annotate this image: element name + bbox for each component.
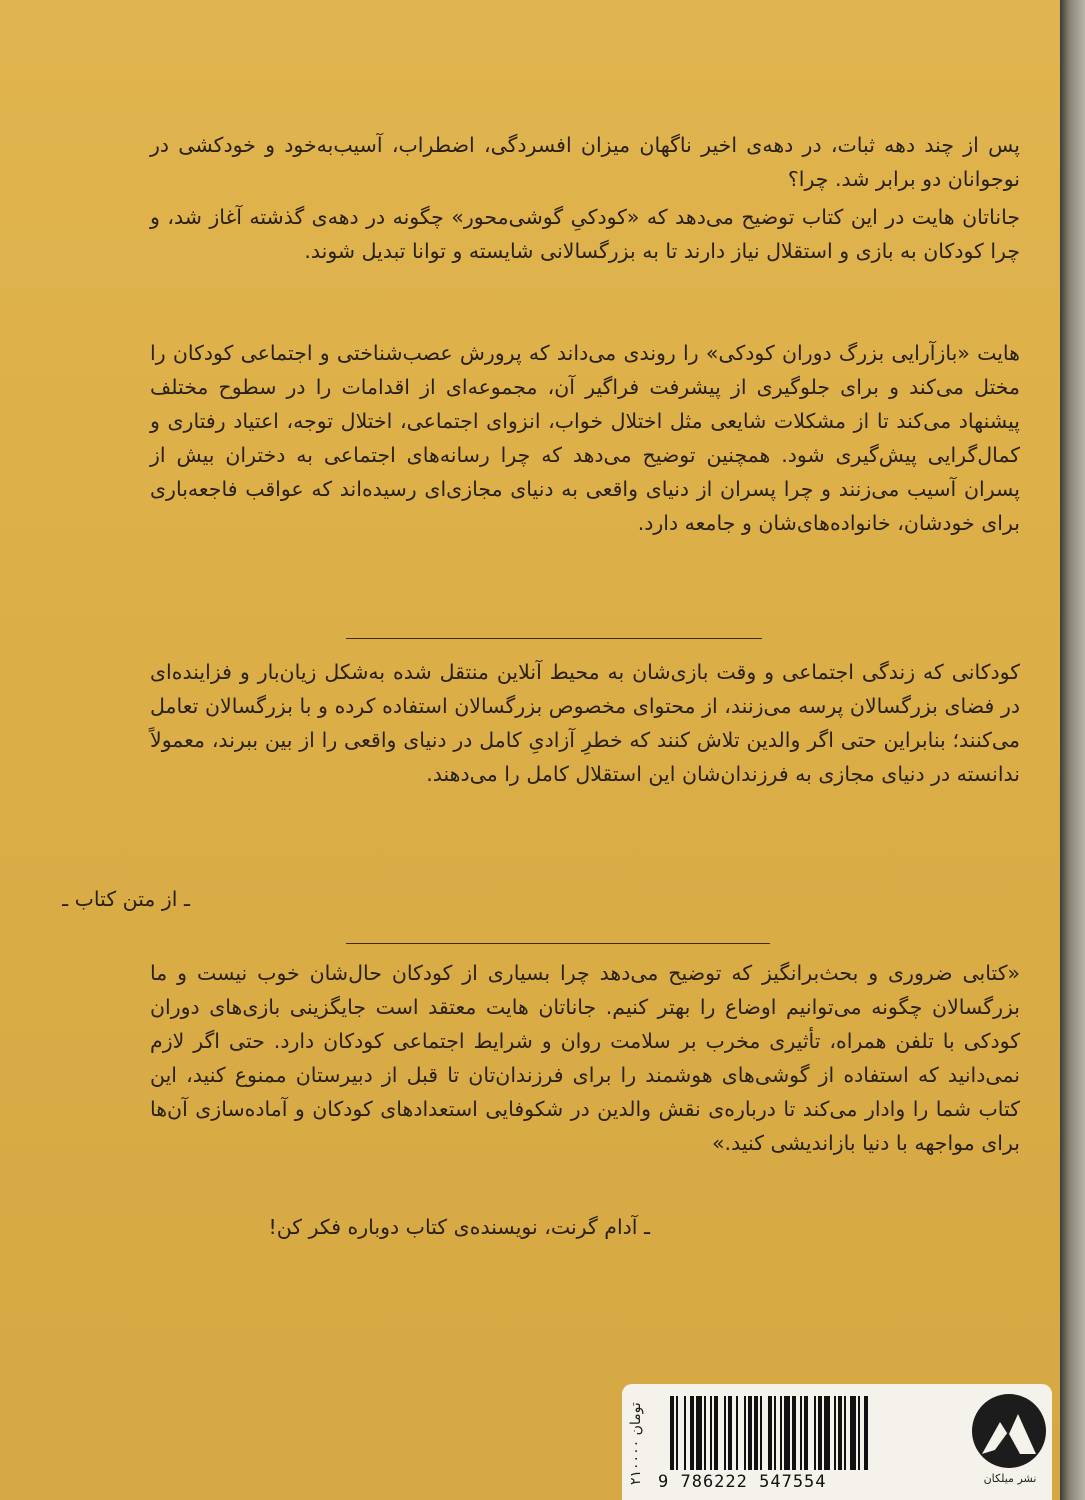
barcode-bar — [844, 1396, 846, 1470]
barcode-bar — [704, 1396, 706, 1470]
barcode-bar — [724, 1396, 726, 1470]
publisher-name: نشر میلکان — [983, 1472, 1037, 1485]
barcode-bar — [850, 1396, 856, 1470]
price-label: ۲۱۰۰۰۰ تومان — [628, 1402, 644, 1486]
review-quote: «کتابی ضروری و بحث‌برانگیز که توضیح می‌دهد چرا بسیاری از کودکان حال‌شان خوب نیست و ما بزرگسالان چگونه می‌توانیم اوضاع را بهتر کنیم. جاناتان هایت معتقد است جایگزینی بازی‌های دوران کودکی با تلفن همراه، تأثیری مخرب بر سلامت روان و شرایط اجتماعی کودکان دارد. حتی اگر لازم نمی‌دانید که استفاده از گوشی‌های هوشمند را برای فرزندان‌تان تا قبل از دبیرستان ممنوع کنید، این کتاب شما را وادار می‌کند تا درباره‌ی نقش والدین در شکوفایی استعدادهای کودکان و آماده‌سازی آن‌ها برای مواجهه با دنیا بازاندیشی کنید.» — [150, 961, 1020, 1155]
barcode-bar — [714, 1396, 718, 1470]
barcode-bar — [754, 1396, 758, 1470]
blurb-paragraph-3: هایت «بازآرایی بزرگ دوران کودکی» را روندی می‌داند که پرورش عصب‌شناختی و اجتماعی کودکان را مختل می‌کند و برای جلوگیری از پیشرفت فراگیر آن، مجموعه‌ای از اقدامات را در سطوح مختلف پیشنهاد می‌کند تا از مشکلات شایعی مثل اختلال خواب، انزوای اجتماعی، اختلال توجه، اعتیاد رفتاری و کمال‌گرایی پیش‌گیری شود. همچنین توضیح می‌دهد که چرا رسانه‌های اجتماعی به دختران بیش از پسران آسیب می‌زنند و چرا پسران از دنیای واقعی به دنیای مجازی‌ای رسیده‌اند که عواقب فاجعه‌باری برای خودشان، خانواده‌های‌شان و جامعه دارد. — [150, 341, 1020, 535]
publisher-mountain-logo-icon — [970, 1392, 1048, 1470]
barcode-bar — [780, 1396, 782, 1470]
barcode-bar — [800, 1396, 802, 1470]
barcode-bar — [834, 1396, 836, 1470]
review-attribution: ـ آدام گرنت، نویسنده‌ی کتاب دوباره فکر کن! — [268, 1215, 650, 1239]
barcode-bar — [818, 1396, 822, 1470]
divider-1 — [346, 638, 762, 639]
blurb-paragraph-2: جاناتان هایت در این کتاب توضیح می‌دهد که «کودکیِ گوشی‌محور» چگونه در دهه‌ی گذشته آغاز شد، و چرا کودکان به بازی و استقلال نیاز دارند تا به بزرگسالانی شایسته و توانا تبدیل شوند. — [150, 205, 1020, 263]
barcode-panel — [622, 1384, 1052, 1500]
barcode-bar — [690, 1396, 694, 1470]
background-edge — [1060, 0, 1085, 1500]
barcode-bar — [736, 1396, 738, 1470]
barcode-bar — [696, 1396, 702, 1470]
barcode-bar — [858, 1396, 860, 1470]
barcode-bar — [670, 1396, 674, 1470]
barcode-bar — [804, 1396, 808, 1470]
barcode-bar — [824, 1396, 830, 1470]
barcode-bar — [838, 1396, 842, 1470]
isbn-number: 9 786222 547554 — [658, 1472, 827, 1492]
barcode-bar — [864, 1396, 868, 1470]
barcode-bars — [668, 1396, 960, 1470]
barcode-bar — [744, 1396, 746, 1470]
barcode-bar — [792, 1396, 796, 1470]
barcode-bar — [684, 1396, 686, 1470]
barcode-bar — [760, 1396, 762, 1470]
barcode-bar — [768, 1396, 772, 1470]
barcode-bar — [676, 1396, 678, 1470]
blurb-paragraph-1: پس از چند دهه ثبات، در دهه‌ی اخیر ناگهان میزان افسردگی، اضطراب، آسیب‌به‌خود و خودکشی در نوجوانان دو برابر شد. چرا؟ — [150, 133, 1020, 191]
barcode-bar — [748, 1396, 752, 1470]
barcode-bar — [814, 1396, 816, 1470]
excerpt-source: ـ از متن کتاب ـ — [62, 887, 190, 911]
barcode-bar — [710, 1396, 712, 1470]
excerpt-text: کودکانی که زندگی اجتماعی و وقت بازی‌شان به محیط آنلاین منتقل شده به‌شکل زیان‌بار و فزاینده‌ای در فضای بزرگسالان پرسه می‌زنند، از محتوای مخصوص بزرگسالان استفاده کرده و با بزرگسالان تعامل می‌کنند؛ بنابراین حتی اگر والدین تلاش کنند که خطرِ آزادیِ کامل در دنیای واقعی را از بین ببرند، معمولاً ندانسته در دنیای مجازی به فرزندان‌شان این استقلال کامل را می‌دهند. — [150, 660, 1020, 786]
barcode-bar — [774, 1396, 776, 1470]
divider-2 — [346, 943, 770, 944]
barcode-bar — [728, 1396, 732, 1470]
barcode-bar — [784, 1396, 790, 1470]
